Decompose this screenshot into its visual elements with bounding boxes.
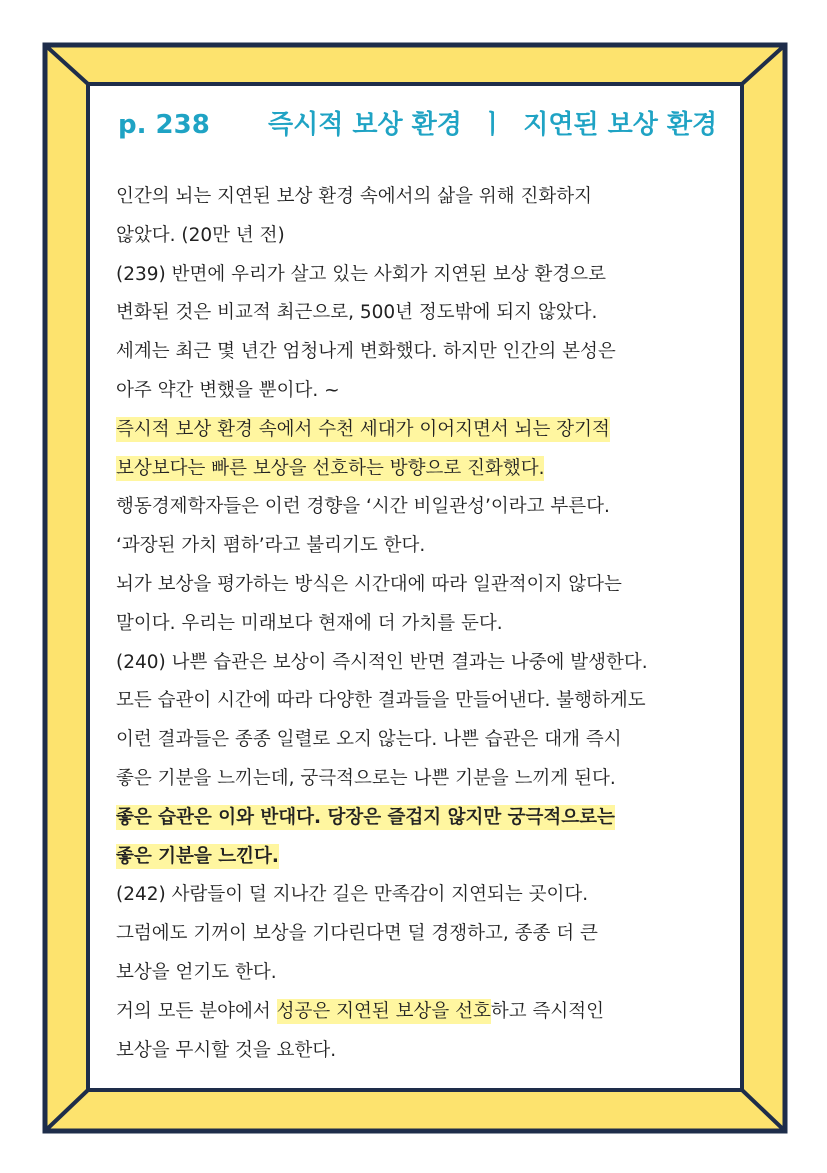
line-text: 좋은 기분을 느끼는데, 궁극적으로는 나쁜 기분을 느끼게 된다. xyxy=(116,767,616,789)
text-line xyxy=(116,682,716,721)
text-line xyxy=(116,876,716,915)
line-text: 그럼에도 기꺼이 보상을 기다린다면 덜 경쟁하고, 종종 더 큰 xyxy=(116,923,598,945)
line-text: 보상을 얻기도 한다. xyxy=(116,961,277,983)
page-title xyxy=(118,104,718,144)
text-line xyxy=(116,527,716,566)
body-text xyxy=(116,178,716,1070)
line-text: ‘과장된 가치 폄하’라고 불리기도 한다. xyxy=(116,535,426,557)
line-text: 인간의 뇌는 지연된 보상 환경 속에서의 삶을 위해 진화하지 xyxy=(116,186,592,207)
line-text: (240) 나쁜 습관은 보상이 즉시적인 반면 결과는 나중에 발생한다. xyxy=(116,651,648,673)
line-text: 세계는 최근 몇 년간 엄청나게 변화했다. 하지만 인간의 본성은 xyxy=(116,341,616,363)
text-line xyxy=(116,799,716,838)
text-line xyxy=(116,954,716,993)
heading: 즉시적 보상 환경 ㅣ 지연된 보상 환경 xyxy=(268,110,718,140)
line-text: 모든 습관이 시간에 따라 다양한 결과들을 만들어낸다. 불행하게도 xyxy=(116,690,646,712)
text-line xyxy=(116,256,716,295)
line-text: 말이다. 우리는 미래보다 현재에 더 가치를 둔다. xyxy=(116,612,503,634)
text-line xyxy=(116,411,716,450)
text-line xyxy=(116,915,716,954)
line-text: 보상을 무시할 것을 요한다. xyxy=(116,1039,337,1061)
line-text: 아주 약간 변했을 뿐이다. ~ xyxy=(116,379,340,401)
line-text: (239) 반면에 우리가 살고 있는 사회가 지연된 보상 환경으로 xyxy=(116,263,606,285)
line-text: 변화된 것은 비교적 최근으로, 500년 정도밖에 되지 않았다. xyxy=(116,302,598,324)
text-line xyxy=(116,488,716,527)
text-line xyxy=(116,178,716,217)
text-line xyxy=(116,721,716,760)
line-text: 행동경제학자들은 이런 경향을 ‘시간 비일관성’이라고 부른다. xyxy=(116,496,610,518)
text-line xyxy=(116,217,716,256)
line-text: 거의 모든 분야에서 xyxy=(116,1000,277,1022)
text-line xyxy=(116,1032,716,1071)
text-line xyxy=(116,450,716,489)
text-line xyxy=(116,760,716,799)
highlighted-text: 즉시적 보상 환경 속에서 수천 세대가 이어지면서 뇌는 장기적 xyxy=(116,418,610,440)
text-line xyxy=(116,566,716,605)
line-text: 이런 결과들은 종종 일렬로 오지 않는다. 나쁜 습관은 대개 즉시 xyxy=(116,729,622,751)
text-line xyxy=(116,294,716,333)
line-text: 뇌가 보상을 평가하는 방식은 시간대에 따라 일관적이지 않다는 xyxy=(116,573,622,595)
page-number: p. 238 xyxy=(118,110,210,140)
highlighted-text: 성공은 지연된 보상을 선호 xyxy=(276,1000,491,1022)
line-text: 하고 즉시적인 xyxy=(490,1000,604,1022)
text-line xyxy=(116,838,716,877)
line-text: (242) 사람들이 덜 지나간 길은 만족감이 지연되는 곳이다. xyxy=(116,884,589,906)
text-line xyxy=(116,333,716,372)
highlighted-text: 보상보다는 빠른 보상을 선호하는 방향으로 진화했다. xyxy=(116,457,545,479)
text-line xyxy=(116,644,716,683)
text-line xyxy=(116,372,716,411)
highlighted-bold-text: 좋은 기분을 느낀다. xyxy=(116,845,279,867)
text-line xyxy=(116,605,716,644)
line-text: 않았다. (20만 년 전) xyxy=(116,224,285,246)
highlighted-bold-text: 좋은 습관은 이와 반대다. 당장은 즐겁지 않지만 궁극적으로는 xyxy=(116,806,615,828)
text-line xyxy=(116,993,716,1032)
